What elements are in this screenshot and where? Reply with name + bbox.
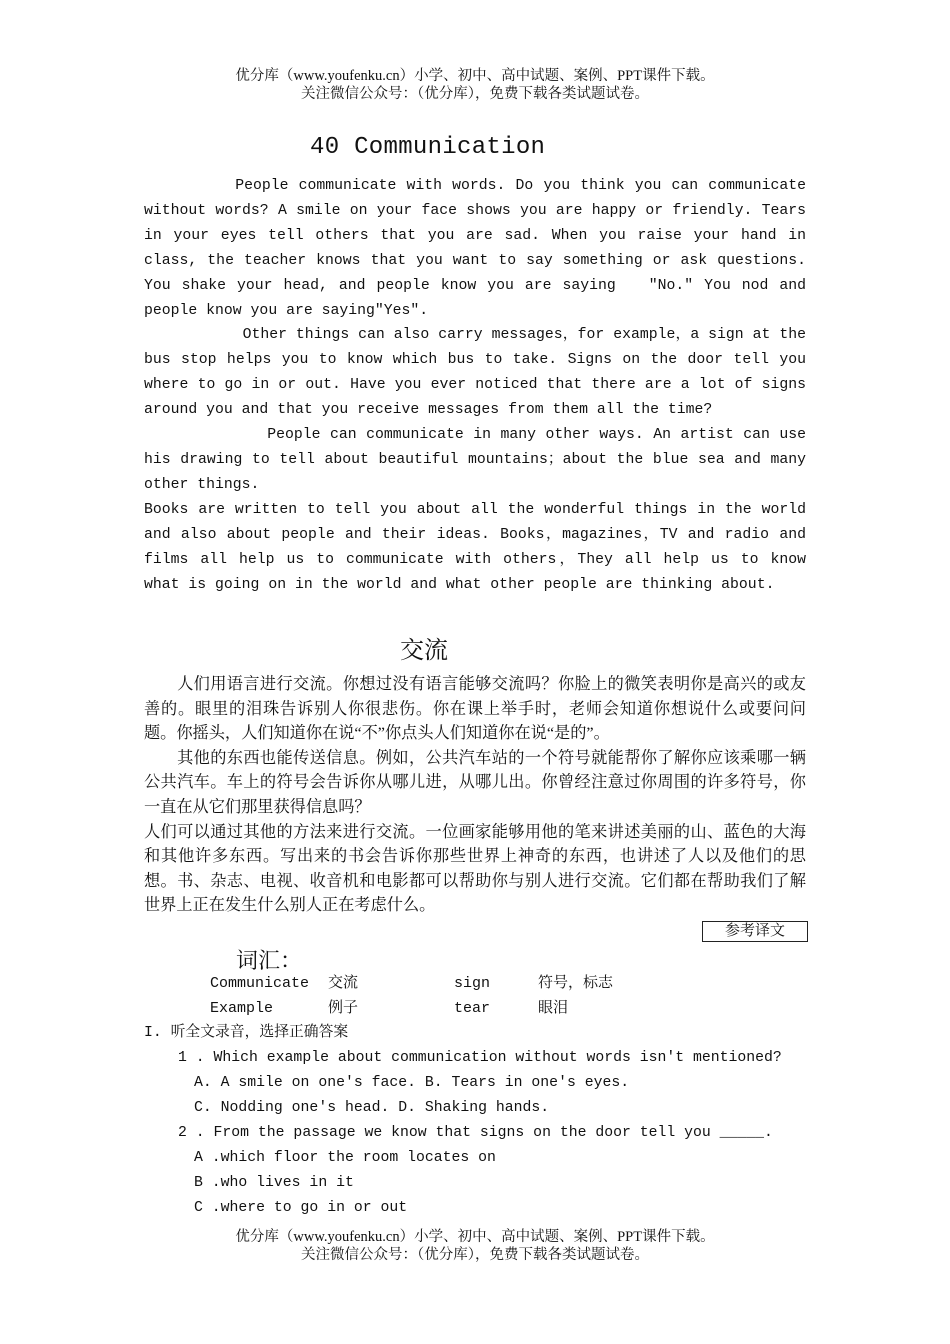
vocab-word: tear (454, 1000, 491, 1017)
header-line-1: 优分库（www.youfenku.cn）小学、初中、高中试题、案例、PPT课件下载。 (235, 68, 715, 84)
english-paragraph-2: Other things can also carry messages，for example，a sign at the bus stop helps you to know which bus to take. Signs on the door tell you where to go in or out. Have you ever noticed that there are a lot of signs around you and that you receive messages from them all the time? (144, 327, 806, 419)
english-passage (144, 174, 806, 597)
footer-line-2: 关注微信公众号：（优分库），免费下载各类试题试卷。 (301, 1247, 649, 1263)
vocab-meaning: 符号，标志 (538, 975, 614, 992)
vocab-row (210, 996, 613, 1021)
english-paragraph-1: People communicate with words. Do you think you can communicate without words? A smile on your face shows you are happy or friendly. Tears in your eyes tell others that you are sad. When you raise your hand in class, the teacher knows that you want to say something or ask questions. You shake your head, and people know you are saying "No." You nod and people know you are saying"Yes". (144, 178, 806, 319)
footer-line-1: 优分库（www.youfenku.cn）小学、初中、高中试题、案例、PPT课件下载。 (235, 1229, 715, 1245)
english-paragraph-4: Books are written to tell you about all the wonderful things in the world and also about people and their ideas. Books，magazines，TV and radio and films all help us to communicate with others，They all help us to know what is going on in the world and what other people are thinking about. (144, 501, 806, 593)
vocab-word: Example (210, 1000, 274, 1017)
vocab-meaning: 交流 (328, 975, 359, 992)
page-header (0, 67, 950, 103)
question-1: 1 . Which example about communication without words isn't mentioned? (178, 1050, 782, 1066)
reference-translation-button[interactable]: 参考译文 (702, 921, 808, 942)
english-paragraph-3: People can communicate in many other ways. An artist can use his drawing to tell about beautiful mountains；about the blue sea and many other things. (144, 427, 806, 493)
question-2-option-a[interactable]: A .which floor the room locates on (194, 1150, 496, 1166)
chinese-paragraph-1: 人们用语言进行交流。你想过没有语言能够交流吗？你脸上的微笑表明你是高兴的或友善的。眼里的泪珠告诉别人你很悲伤。你在课上举手时，老师会知道你想说什么或要问问题。你摇头，人们知道你在说“不”你点头人们知道你在说“是的”。 (144, 675, 806, 743)
article-title: 40 Communication (310, 134, 546, 161)
page-footer (0, 1228, 950, 1264)
question-1-option[interactable]: C. Nodding one's head. D. Shaking hands. (194, 1100, 550, 1116)
question-2: 2 . From the passage we know that signs on the door tell you _____. (178, 1125, 773, 1141)
question-1-option[interactable]: A. A smile on one's face. B. Tears in one's eyes. (194, 1075, 630, 1091)
question-2-option-b[interactable]: B .who lives in it (194, 1175, 354, 1191)
chinese-paragraph-2: 其他的东西也能传送信息。例如，公共汽车站的一个符号就能帮你了解你应该乘哪一辆公共汽车。车上的符号会告诉你从哪儿进，从哪儿出。你曾经注意过你周围的许多符号，你一直在从它们那里获得信息吗？ (144, 748, 806, 816)
section-heading: I. 听全文录音，选择正确答案 (144, 1025, 349, 1041)
chinese-paragraph-3: 人们可以通过其他的方法来进行交流。一位画家能够用他的笔来讲述美丽的山、蓝色的大海和其他许多东西。写出来的书会告诉你那些世界上神奇的东西，也讲述了人以及他们的思想。书、杂志、电视、收音机和电影都可以帮助你与别人进行交流。它们都在帮助我们了解世界上正在发生什么别人正在考虑什么。 (144, 822, 806, 915)
vocab-table (210, 971, 613, 1021)
question-2-option-c[interactable]: C .where to go in or out (194, 1200, 408, 1216)
chinese-title: 交流 (400, 638, 448, 664)
vocab-meaning: 眼泪 (538, 1000, 569, 1017)
vocab-word: sign (454, 975, 491, 992)
vocab-meaning: 例子 (328, 1000, 359, 1017)
quiz-section (144, 1021, 782, 1221)
header-line-2: 关注微信公众号：（优分库），免费下载各类试题试卷。 (301, 86, 649, 102)
vocab-title: 词汇： (236, 948, 303, 973)
vocab-word: Communicate (210, 975, 310, 992)
vocab-row (210, 971, 613, 996)
chinese-passage (144, 672, 806, 918)
